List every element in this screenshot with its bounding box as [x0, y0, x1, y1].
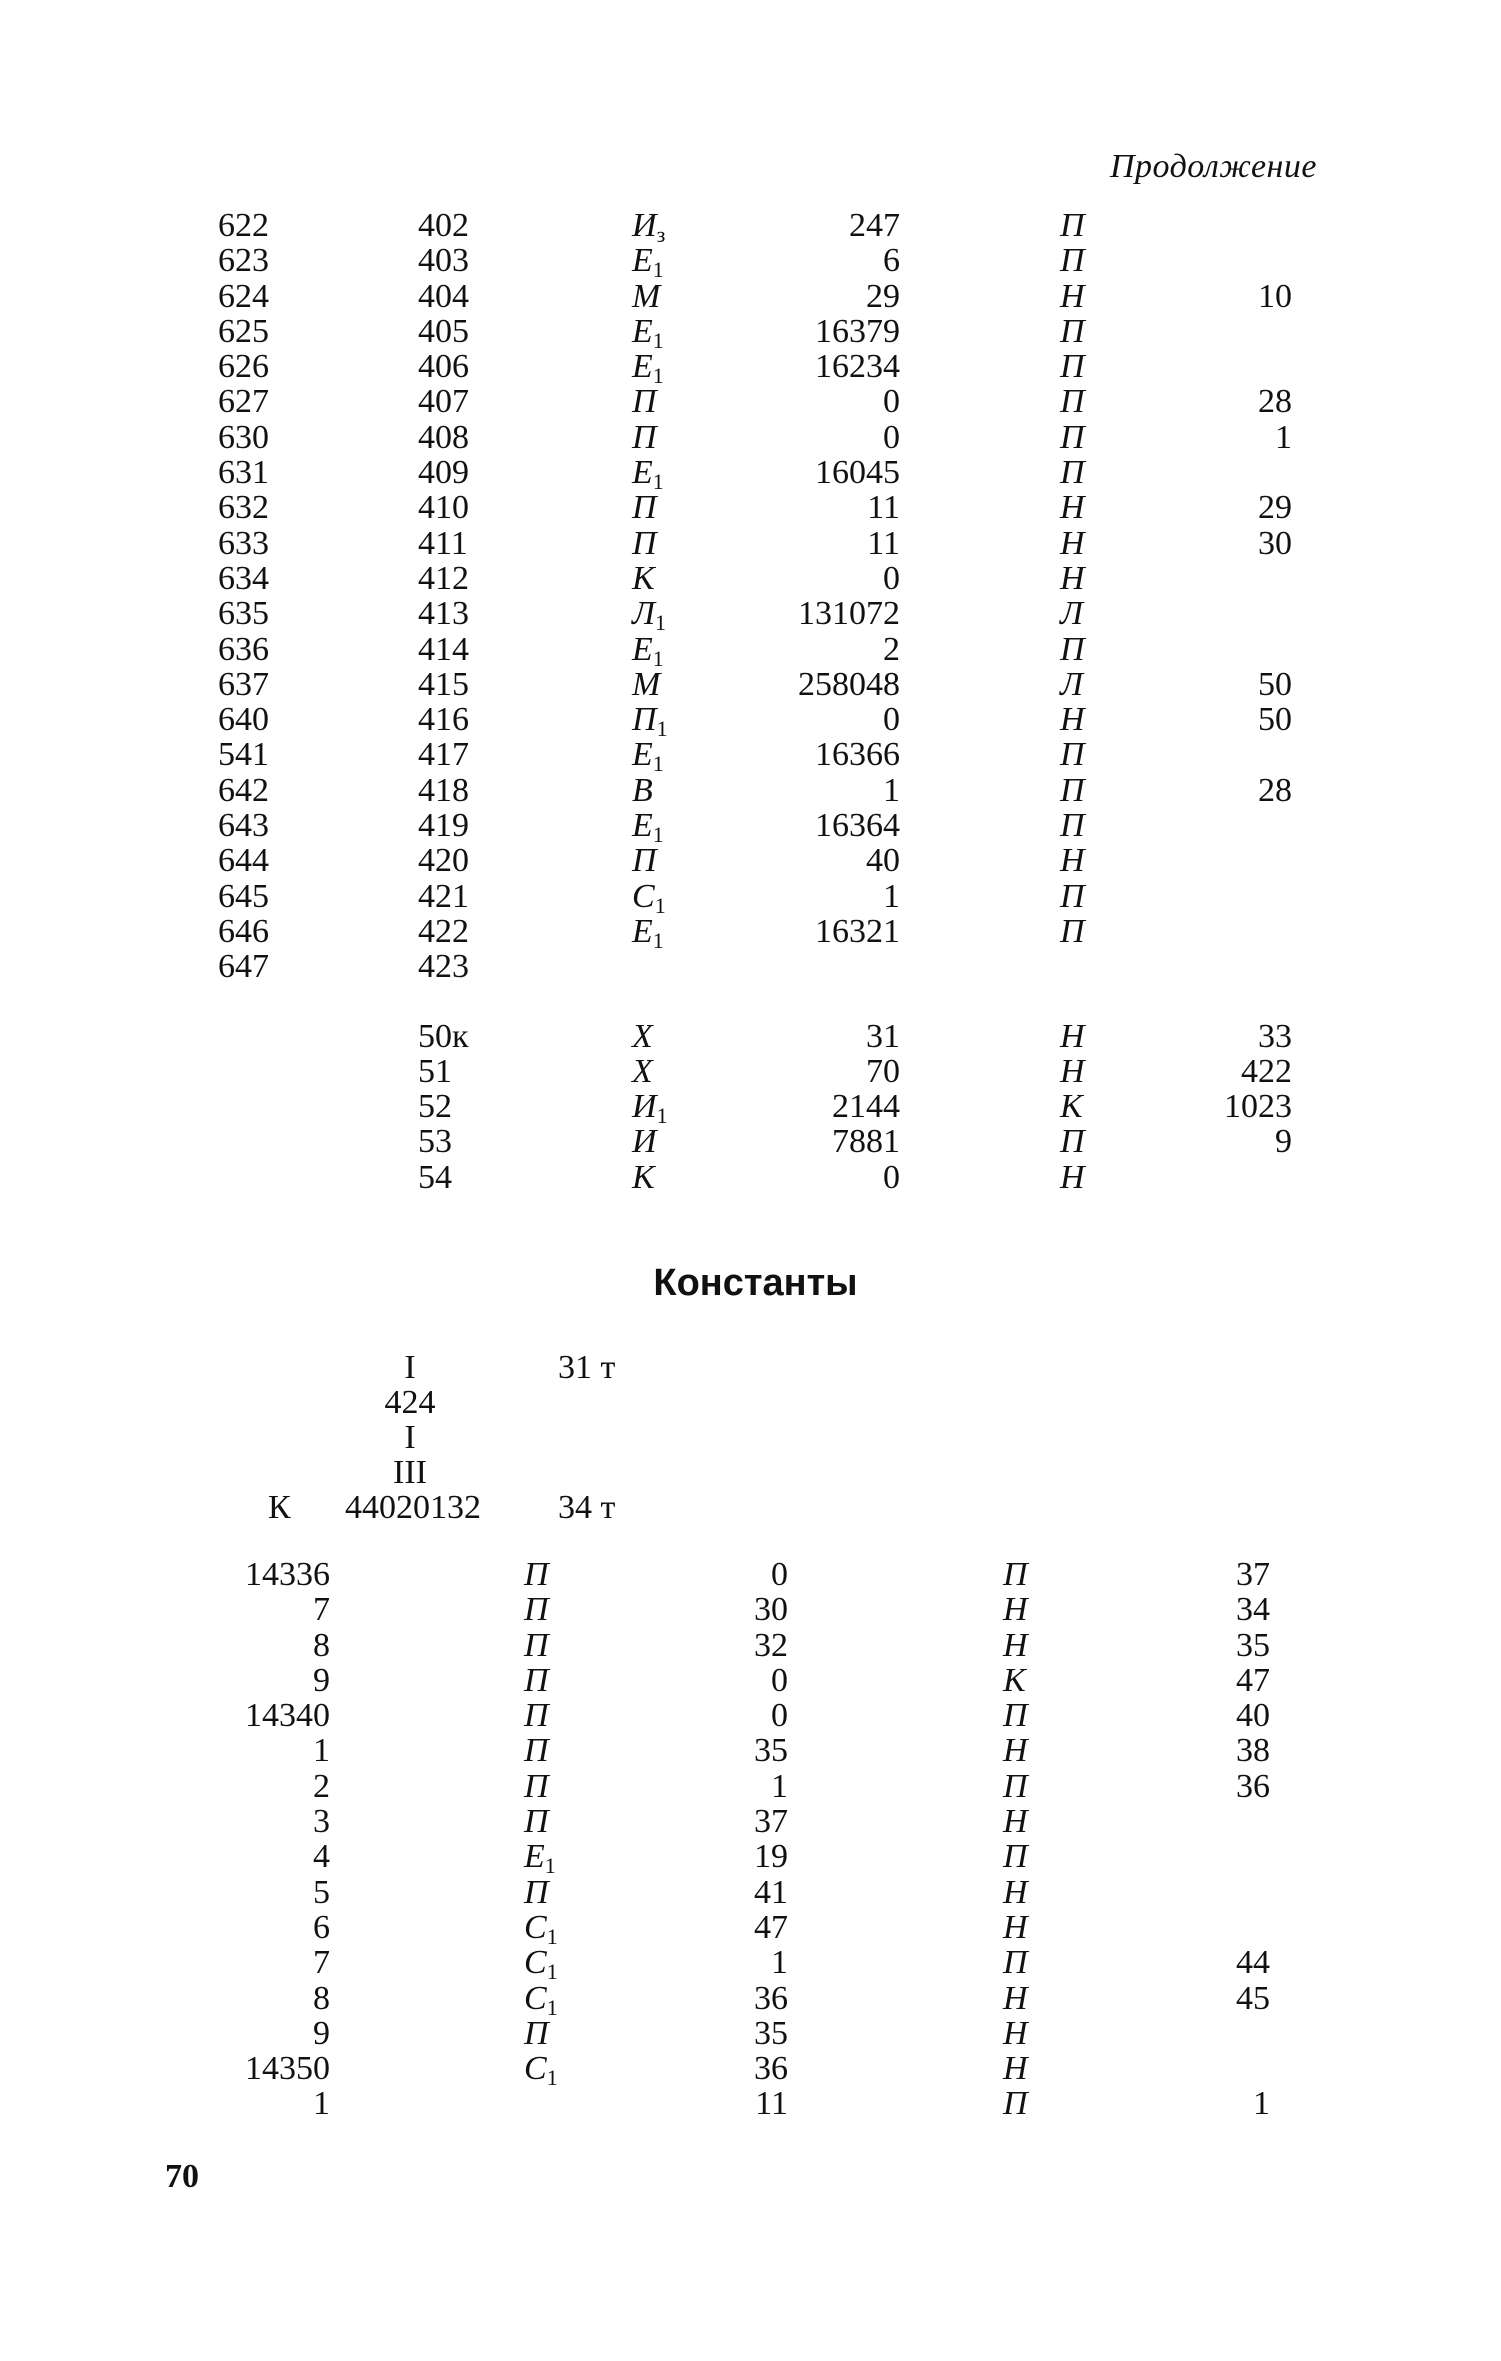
instr-letter: П [632, 418, 657, 456]
cell-extra: 9 [1275, 1123, 1292, 1161]
cell-address: 9 [313, 1661, 330, 1699]
cell-code: 410 [418, 489, 469, 527]
instr-subscript: 1 [546, 1994, 558, 2020]
constant-value: I [404, 1349, 416, 1386]
instr-subscript: 1 [546, 1959, 558, 1985]
instr-letter: П [524, 1556, 549, 1593]
instr-letter: В [632, 771, 653, 809]
cell-value: 0 [771, 1697, 788, 1735]
cell-type: Н [1060, 1017, 1085, 1055]
cell-type: П [1003, 1767, 1028, 1805]
cell-type: Н [1003, 1979, 1028, 2017]
cell-code: 421 [418, 877, 469, 915]
cell-type: Н [1060, 842, 1085, 880]
cell-address: 632 [218, 489, 269, 527]
instr-code [632, 1019, 653, 1054]
instr-code [632, 701, 668, 742]
cell-extra: 422 [1241, 1052, 1292, 1090]
cell-code: 51 [418, 1052, 452, 1090]
cell-address: 7 [313, 1591, 330, 1629]
cell-extra: 44 [1236, 1944, 1270, 1982]
cell-extra: 1 [1275, 418, 1292, 456]
cell-type: П [1003, 2085, 1028, 2123]
cell-type: П [1060, 771, 1085, 809]
instr-letter: Е [632, 736, 653, 774]
cell-address: 1 [313, 1732, 330, 1770]
cell-type: П [1060, 418, 1085, 456]
instr-letter: К [632, 1158, 655, 1196]
instr-letter: П [524, 2014, 549, 2052]
constants-heading: Константы [653, 1262, 858, 1304]
cell-address: 642 [218, 771, 269, 809]
instr-code [632, 877, 666, 918]
constant-note: 31 т [558, 1349, 616, 1386]
instr-code [632, 312, 664, 353]
cell-value: 11 [867, 524, 900, 562]
cell-extra: 1023 [1224, 1088, 1292, 1126]
cell-code: 52 [418, 1088, 452, 1126]
instr-code [632, 807, 664, 848]
cell-value: 0 [883, 383, 900, 421]
cell-value: 1 [771, 1767, 788, 1805]
instr-code [524, 1944, 558, 1985]
cell-code: 406 [418, 348, 469, 386]
instr-letter: Е [632, 630, 653, 668]
cell-value: 0 [771, 1661, 788, 1699]
cell-value: 19 [754, 1838, 788, 1876]
cell-type: Н [1060, 701, 1085, 739]
instr-subscript: 1 [654, 892, 666, 918]
cell-value: 11 [867, 489, 900, 527]
cell-extra: 50 [1258, 701, 1292, 739]
cell-extra: 45 [1236, 1979, 1270, 2017]
cell-value: 7881 [832, 1123, 900, 1161]
cell-address: 7 [313, 1944, 330, 1982]
instr-letter: П [524, 1803, 549, 1841]
instr-code [524, 1875, 549, 1910]
cell-address: 14340 [245, 1697, 330, 1735]
cell-address: 637 [218, 665, 269, 703]
cell-extra: 34 [1236, 1591, 1270, 1629]
cell-extra: 28 [1258, 771, 1292, 809]
cell-address: 646 [218, 912, 269, 950]
instr-letter: Л [632, 595, 656, 633]
instr-letter: П [524, 1873, 549, 1911]
cell-value: 37 [754, 1803, 788, 1841]
cell-type: Л [1060, 665, 1084, 703]
instr-letter: Е [524, 1838, 545, 1876]
instr-code [632, 595, 667, 636]
cell-address: 627 [218, 383, 269, 421]
instr-subscript: 1 [652, 327, 664, 353]
constant-value: I [404, 1419, 416, 1456]
instr-code [524, 1592, 549, 1627]
cell-address: 623 [218, 242, 269, 280]
instr-subscript: з [656, 222, 666, 247]
cell-address: 1 [313, 2085, 330, 2123]
cell-extra: 33 [1258, 1017, 1292, 1055]
cell-value: 0 [883, 559, 900, 597]
instr-code [524, 1698, 549, 1733]
cell-value: 16321 [815, 912, 900, 950]
cell-extra: 38 [1236, 1732, 1270, 1770]
cell-code: 412 [418, 559, 469, 597]
cell-address: 644 [218, 842, 269, 880]
cell-code: 415 [418, 665, 469, 703]
cell-type: П [1060, 630, 1085, 668]
cell-address: 633 [218, 524, 269, 562]
cell-value: 16379 [815, 312, 900, 350]
cell-value: 36 [754, 2050, 788, 2088]
instr-subscript: 1 [652, 822, 664, 848]
cell-type: П [1060, 912, 1085, 950]
instr-code [524, 1663, 549, 1698]
instr-letter: М [632, 277, 661, 315]
cell-extra: 47 [1236, 1661, 1270, 1699]
cell-type: П [1003, 1838, 1028, 1876]
instr-letter: П [524, 1767, 549, 1805]
cell-type: П [1060, 1123, 1085, 1161]
cell-address: 541 [218, 736, 269, 774]
cell-type: Н [1060, 1052, 1085, 1090]
cell-type: К [1003, 1661, 1026, 1699]
cell-value: 247 [849, 207, 900, 244]
cell-code: 419 [418, 807, 469, 845]
instr-subscript: 1 [652, 469, 664, 495]
instr-code [524, 1979, 558, 2020]
cell-value: 0 [883, 1158, 900, 1196]
instr-code [632, 843, 657, 878]
cell-code: 408 [418, 418, 469, 456]
instr-letter: Е [632, 454, 653, 492]
cell-extra: 28 [1258, 383, 1292, 421]
cell-code: 422 [418, 912, 469, 950]
cell-address: 645 [218, 877, 269, 915]
cell-type: Н [1060, 524, 1085, 562]
cell-code: 420 [418, 842, 469, 880]
cell-extra: 35 [1236, 1626, 1270, 1664]
instr-letter: П [632, 489, 657, 527]
cell-address: 2 [313, 1767, 330, 1805]
instr-letter: П [632, 383, 657, 421]
cell-type: Н [1003, 1873, 1028, 1911]
cell-extra: 30 [1258, 524, 1292, 562]
instr-code [632, 348, 664, 389]
cell-value: 70 [866, 1052, 900, 1090]
cell-address: 626 [218, 348, 269, 386]
cell-address: 8 [313, 1626, 330, 1664]
cell-address: 8 [313, 1979, 330, 2017]
instr-subscript: 1 [652, 927, 664, 953]
instr-subscript: 1 [546, 2065, 558, 2091]
cell-value: 0 [771, 1556, 788, 1593]
cell-type: Н [1003, 1732, 1028, 1770]
cell-type: Н [1003, 2014, 1028, 2052]
cell-code: 50к [418, 1017, 469, 1055]
cell-extra: 37 [1236, 1556, 1270, 1593]
cell-type: П [1060, 454, 1085, 492]
instr-subscript: 1 [652, 751, 664, 777]
cell-address: 5 [313, 1873, 330, 1911]
instr-letter: Е [632, 312, 653, 350]
instr-letter: И [632, 207, 657, 244]
cell-value: 16366 [815, 736, 900, 774]
cell-value: 16364 [815, 807, 900, 845]
instr-code [632, 279, 660, 314]
cell-type: П [1060, 807, 1085, 845]
cell-code: 403 [418, 242, 469, 280]
cell-type: Н [1060, 1158, 1085, 1196]
instr-code [632, 1124, 657, 1159]
cell-address: 630 [218, 418, 269, 456]
instr-letter: Е [632, 242, 653, 280]
instr-letter: Е [632, 348, 653, 386]
instr-letter: С [524, 2050, 547, 2088]
continuation-label: Продолжение [1110, 148, 1318, 185]
instr-letter: С [632, 877, 655, 915]
cell-address: 3 [313, 1803, 330, 1841]
cell-value: 2144 [832, 1088, 900, 1126]
instr-letter: Е [632, 807, 653, 845]
cell-type: Н [1003, 2050, 1028, 2088]
instr-code [632, 912, 664, 953]
cell-extra: 10 [1258, 277, 1292, 315]
instr-letter: Х [632, 1017, 653, 1055]
cell-code: 417 [418, 736, 469, 774]
instr-code [632, 773, 653, 808]
instr-code [632, 207, 666, 247]
page-number: 70 [165, 2158, 199, 2195]
cell-type: П [1060, 383, 1085, 421]
cell-value: 32 [754, 1626, 788, 1664]
instr-letter: П [632, 842, 657, 880]
instr-letter: П [632, 524, 657, 562]
instr-letter: С [524, 1944, 547, 1982]
instr-letter: И [632, 1123, 657, 1161]
cell-type: Н [1060, 559, 1085, 597]
cell-address: 624 [218, 277, 269, 315]
cell-type: П [1003, 1697, 1028, 1735]
cell-value: 36 [754, 1979, 788, 2017]
cell-code: 402 [418, 207, 469, 244]
instr-code [524, 1557, 549, 1592]
cell-value: 0 [883, 701, 900, 739]
instr-code [524, 1838, 556, 1879]
cell-value: 40 [866, 842, 900, 880]
cell-value: 16045 [815, 454, 900, 492]
instr-letter: П [524, 1591, 549, 1629]
instr-code [632, 630, 664, 671]
cell-value: 41 [754, 1873, 788, 1911]
instr-subscript: 1 [652, 363, 664, 389]
cell-type: П [1003, 1556, 1028, 1593]
instr-letter: П [524, 1697, 549, 1735]
instr-code [632, 242, 664, 283]
instr-code [524, 1804, 549, 1839]
instr-subscript: 1 [652, 257, 664, 283]
cell-address: 635 [218, 595, 269, 633]
cell-code: 414 [418, 630, 469, 668]
instr-letter: П [524, 1626, 549, 1664]
cell-type: П [1003, 1944, 1028, 1982]
cell-type: Л [1060, 595, 1084, 633]
cell-address: 14336 [245, 1556, 330, 1593]
cell-code: 416 [418, 701, 469, 739]
cell-type: П [1060, 736, 1085, 774]
instr-code [524, 2016, 549, 2051]
cell-value: 1 [883, 877, 900, 915]
cell-address: 643 [218, 807, 269, 845]
constant-value: 44020132 [345, 1489, 481, 1526]
cell-value: 29 [866, 277, 900, 315]
instr-code [524, 1628, 549, 1663]
instr-code [632, 1160, 655, 1195]
instr-code [632, 667, 660, 702]
cell-address: 6 [313, 1908, 330, 1946]
cell-address: 636 [218, 630, 269, 668]
cell-value: 0 [883, 418, 900, 456]
cell-address: 622 [218, 207, 269, 244]
constant-mark: К [268, 1489, 291, 1526]
cell-code: 54 [418, 1158, 452, 1196]
constant-value: III [393, 1454, 427, 1491]
instr-subscript: 1 [656, 716, 668, 742]
instr-letter: П [524, 1661, 549, 1699]
cell-value: 16234 [815, 348, 900, 386]
instr-code [632, 561, 655, 596]
cell-type: П [1060, 242, 1085, 280]
cell-extra: 40 [1236, 1697, 1270, 1735]
cell-address: 631 [218, 454, 269, 492]
instr-code [524, 1908, 558, 1949]
cell-value: 258048 [798, 665, 900, 703]
cell-value: 11 [755, 2085, 788, 2123]
cell-code: 404 [418, 277, 469, 315]
instr-code [524, 1733, 549, 1768]
cell-code: 53 [418, 1123, 452, 1161]
cell-type: Н [1003, 1591, 1028, 1629]
cell-type: П [1060, 207, 1085, 244]
cell-value: 6 [883, 242, 900, 280]
instr-code [632, 1088, 668, 1129]
cell-type: К [1060, 1088, 1083, 1126]
instr-code [632, 1054, 653, 1089]
cell-value: 47 [754, 1908, 788, 1946]
instr-code [632, 526, 657, 561]
cell-address: 4 [313, 1838, 330, 1876]
instr-subscript: 1 [656, 1103, 668, 1129]
cell-address: 14350 [245, 2050, 330, 2088]
cell-type: Н [1060, 277, 1085, 315]
cell-address: 647 [218, 948, 269, 986]
constant-value: 424 [384, 1384, 436, 1421]
cell-type: Н [1003, 1626, 1028, 1664]
cell-extra: 36 [1236, 1767, 1270, 1805]
instr-code [632, 454, 664, 495]
cell-address: 634 [218, 559, 269, 597]
instr-subscript: 1 [544, 1853, 556, 1879]
cell-extra: 50 [1258, 665, 1292, 703]
instr-letter: С [524, 1908, 547, 1946]
cell-value: 1 [771, 1944, 788, 1982]
instr-letter: П [632, 701, 657, 739]
cell-extra: 1 [1253, 2085, 1270, 2123]
instr-code [524, 2050, 558, 2091]
instr-letter: П [524, 1732, 549, 1770]
cell-value: 35 [754, 1732, 788, 1770]
instr-letter: М [632, 665, 661, 703]
instr-subscript: 1 [652, 645, 664, 671]
cell-type: Н [1003, 1908, 1028, 1946]
cell-type: П [1060, 348, 1085, 386]
cell-code: 405 [418, 312, 469, 350]
cell-code: 411 [418, 524, 468, 562]
instr-letter: С [524, 1979, 547, 2017]
cell-value: 35 [754, 2014, 788, 2052]
cell-code: 413 [418, 595, 469, 633]
instr-code [632, 420, 657, 455]
instr-letter: К [632, 559, 655, 597]
instr-letter: Е [632, 912, 653, 950]
cell-value: 2 [883, 630, 900, 668]
cell-code: 407 [418, 383, 469, 421]
cell-address: 9 [313, 2014, 330, 2052]
instr-code [524, 1769, 549, 1804]
cell-code: 418 [418, 771, 469, 809]
cell-code: 423 [418, 948, 469, 986]
cell-value: 131072 [798, 595, 900, 633]
instr-code [632, 490, 657, 525]
cell-code: 409 [418, 454, 469, 492]
instr-code [632, 736, 664, 777]
cell-type: Н [1003, 1803, 1028, 1841]
cell-value: 30 [754, 1591, 788, 1629]
instr-letter: И [632, 1088, 657, 1126]
cell-type: Н [1060, 489, 1085, 527]
cell-extra: 29 [1258, 489, 1292, 527]
instr-letter: Х [632, 1052, 653, 1090]
cell-value: 31 [866, 1017, 900, 1055]
cell-address: 640 [218, 701, 269, 739]
constant-note: 34 т [558, 1489, 616, 1526]
instr-code [632, 384, 657, 419]
cell-value: 1 [883, 771, 900, 809]
cell-type: П [1060, 877, 1085, 915]
cell-address: 625 [218, 312, 269, 350]
instr-subscript: 1 [546, 1923, 558, 1949]
cell-type: П [1060, 312, 1085, 350]
instr-subscript: 1 [655, 610, 667, 636]
